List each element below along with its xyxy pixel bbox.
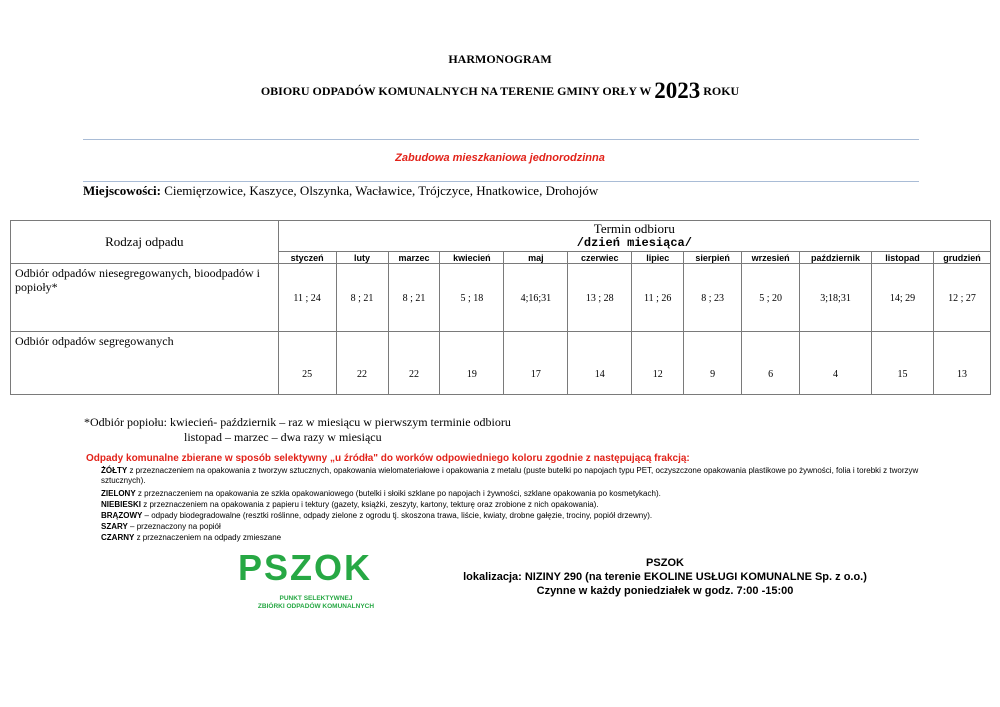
fraction-desc: z przeznaczeniem na odpady zmieszane bbox=[134, 533, 282, 542]
places-line bbox=[83, 183, 598, 199]
month-header: marzec bbox=[388, 252, 440, 264]
month-header: styczeń bbox=[278, 252, 336, 264]
document-subtitle bbox=[0, 78, 1000, 104]
date-cell: 22 bbox=[388, 332, 440, 395]
date-cell: 5 ; 20 bbox=[742, 264, 800, 332]
month-header: listopad bbox=[872, 252, 934, 264]
divider-bottom bbox=[83, 181, 919, 182]
fraction-color: BRĄZOWY bbox=[101, 511, 143, 520]
fraction-item bbox=[101, 511, 921, 521]
ash-note-2: listopad – marzec – dwa razy w miesiącu bbox=[184, 430, 382, 444]
date-cell: 14; 29 bbox=[872, 264, 934, 332]
year: 2023 bbox=[654, 78, 701, 103]
month-header: wrzesień bbox=[742, 252, 800, 264]
date-cell: 6 bbox=[742, 332, 800, 395]
date-cell: 13 bbox=[933, 332, 990, 395]
fraction-item bbox=[101, 522, 921, 532]
places-list: Ciemięrzowice, Kaszyce, Olszynka, Wacławice, Trójczyce, Hnatkowice, Drohojów bbox=[164, 183, 599, 198]
subtitle-end: ROKU bbox=[703, 84, 740, 98]
pszok-title: PSZOK bbox=[646, 557, 684, 569]
date-cell: 3;18;31 bbox=[800, 264, 872, 332]
term-line1: Termin odbioru bbox=[593, 221, 675, 236]
date-cell: 12 ; 27 bbox=[933, 264, 990, 332]
month-header: czerwiec bbox=[568, 252, 632, 264]
date-cell: 17 bbox=[504, 332, 568, 395]
date-cell: 9 bbox=[684, 332, 742, 395]
month-header: październik bbox=[800, 252, 872, 264]
date-cell: 11 ; 26 bbox=[632, 264, 684, 332]
pszok-hours: Czynne w każdy poniedziałek w godz. 7:00 -15:00 bbox=[536, 585, 794, 597]
document-title: HARMONOGRAM bbox=[448, 52, 552, 66]
month-header: sierpień bbox=[684, 252, 742, 264]
date-cell: 8 ; 23 bbox=[684, 264, 742, 332]
table-row bbox=[11, 264, 991, 332]
table-row bbox=[11, 332, 991, 395]
fraction-color: CZARNY bbox=[101, 533, 135, 542]
term-line2: /dzień miesiąca/ bbox=[576, 236, 692, 250]
fraction-color: NIEBIESKI bbox=[101, 500, 142, 509]
month-header: kwiecień bbox=[440, 252, 504, 264]
schedule-table bbox=[10, 220, 991, 395]
date-cell: 4 bbox=[800, 332, 872, 395]
fraction-desc: – odpady biodegradowalne (resztki roślinne, odpady zielone z ogrodu tj. skoszona trawa, liście, kwiaty, drobne gałęzie, trociny, popiół drzewny). bbox=[142, 511, 653, 520]
fraction-color: SZARY bbox=[101, 522, 128, 531]
month-header: grudzień bbox=[933, 252, 990, 264]
logo-sub1: PUNKT SELEKTYWNEJ bbox=[279, 595, 353, 602]
month-header: luty bbox=[336, 252, 388, 264]
logo-text: PSZOK bbox=[238, 547, 373, 588]
pszok-info bbox=[430, 556, 900, 598]
fraction-item bbox=[101, 533, 921, 543]
row-label: Odbiór odpadów segregowanych bbox=[11, 332, 279, 395]
fraction-desc: z przeznaczeniem na opakowania z tworzyw sztucznych, opakowania wielomateriałowe i opakowania z metalu (puste butelki po napojach typu PET, oczyszczone opakowania plastikowe po żywności, folia i torebki z tworzyw sztucznych). bbox=[101, 466, 919, 485]
fraction-desc: z przeznaczeniem na opakowania z papieru i tektury (gazety, książki, zeszyty, kartony, tekturę oraz zrobione z nich opakowania). bbox=[141, 500, 599, 509]
date-cell: 13 ; 28 bbox=[568, 264, 632, 332]
logo-subtext bbox=[228, 595, 404, 611]
date-cell: 14 bbox=[568, 332, 632, 395]
header-waste-type: Rodzaj odpadu bbox=[11, 221, 279, 264]
date-cell: 11 ; 24 bbox=[278, 264, 336, 332]
date-cell: 8 ; 21 bbox=[336, 264, 388, 332]
date-cell: 8 ; 21 bbox=[388, 264, 440, 332]
ash-note: *Odbiór popiołu: kwiecień- październik – raz w miesiącu w pierwszym terminie odbioru bbox=[84, 415, 511, 429]
date-cell: 4;16;31 bbox=[504, 264, 568, 332]
header-term bbox=[278, 221, 990, 252]
date-cell: 19 bbox=[440, 332, 504, 395]
date-cell: 15 bbox=[872, 332, 934, 395]
fractions-heading: Odpady komunalne zbierane w sposób selektywny „u źródła" do worków odpowiedniego koloru zgodnie z następującą frakcją: bbox=[86, 453, 690, 464]
date-cell: 12 bbox=[632, 332, 684, 395]
fraction-desc: z przeznaczeniem na opakowania ze szkła opakowaniowego (butelki i słoiki szklane po napojach i żywności, szklane opakowania po kosmetykach). bbox=[135, 489, 661, 498]
divider-top bbox=[83, 139, 919, 140]
fraction-color: ZIELONY bbox=[101, 489, 136, 498]
date-cell: 22 bbox=[336, 332, 388, 395]
fraction-desc: – przeznaczony na popiół bbox=[127, 522, 221, 531]
housing-type: Zabudowa mieszkaniowa jednorodzinna bbox=[395, 152, 605, 164]
pszok-logo bbox=[228, 547, 404, 617]
pszok-location: lokalizacja: NIZINY 290 (na terenie EKOLINE USŁUGI KOMUNALNE Sp. z o.o.) bbox=[463, 571, 867, 583]
fraction-color: ŻÓŁTY bbox=[101, 466, 128, 475]
row-label: Odbiór odpadów niesegregowanych, bioodpadów i popioły* bbox=[11, 264, 279, 332]
month-header: maj bbox=[504, 252, 568, 264]
subtitle-text: OBIORU ODPADÓW KOMUNALNYCH NA TERENIE GMINY ORŁY W bbox=[260, 84, 652, 98]
logo-sub2: ZBIÓRKI ODPADÓW KOMUNALNYCH bbox=[257, 603, 375, 610]
fraction-item bbox=[101, 489, 921, 499]
date-cell: 5 ; 18 bbox=[440, 264, 504, 332]
month-header: lipiec bbox=[632, 252, 684, 264]
places-label: Miejscowości: bbox=[83, 183, 161, 198]
fraction-item bbox=[101, 500, 921, 510]
fraction-item bbox=[101, 466, 921, 486]
date-cell: 25 bbox=[278, 332, 336, 395]
